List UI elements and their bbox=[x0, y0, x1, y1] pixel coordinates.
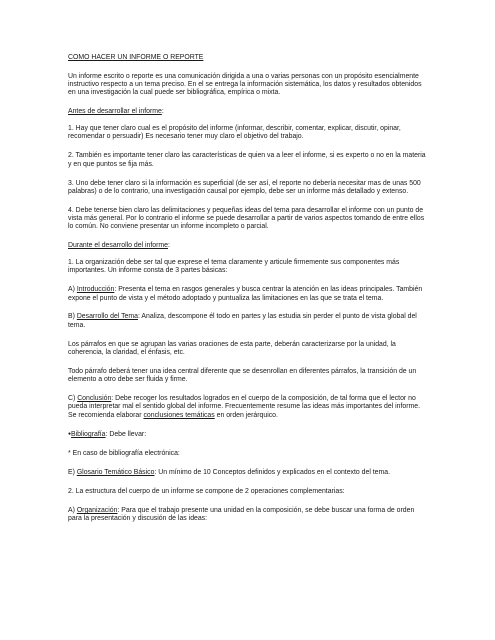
document-page bbox=[68, 54, 428, 534]
bullet-icon: ● bbox=[68, 431, 72, 438]
bibliografia-label: Bibliografía bbox=[71, 431, 106, 439]
estructura-paragraph: 2. La estructura del cuerpo de un informe se compone de 2 operaciones complementarias: bbox=[68, 488, 345, 496]
bibliografia-electronica-paragraph: * En caso de bibliografía electrónica: bbox=[68, 450, 180, 458]
conclusiones-tematicas-link[interactable]: conclusiones temáticas bbox=[143, 411, 215, 419]
section-heading-antes: Antes de desarrollar el informe: bbox=[68, 108, 164, 116]
todo-parrafo-paragraph: Todo párrafo deberá tener una idea central diferente que se desenrollan en diferentes párrafos, la transición de un elemento a otro debe ser fluida y firme. bbox=[68, 367, 417, 384]
desarrollo-label: Desarrollo del Tema bbox=[76, 313, 138, 321]
antes-item-1: 1. Hay que tener claro cual es el propósito del informe (informar, describir, comentar, explicar, discutir, opinar, recomendar o persuadir) Es necesario tener muy claro el objetivo del trabajo. bbox=[68, 125, 401, 141]
document-title: COMO HACER UN INFORME O REPORTE bbox=[68, 54, 204, 61]
organizacion-label: Organización bbox=[76, 507, 118, 514]
introduccion-paragraph: A) Introducción: Presenta el tema en rasgos generales y busca centrar la atención en las ideas principales. También expone el punto de vista y el método adoptado y puntualiza las limitaciones en las que se trata el tema. bbox=[68, 286, 423, 302]
glosario-label: Glosario Temático Básico bbox=[76, 469, 155, 477]
parrafos-paragraph: Los párrafos en que se agrupan las varias oraciones de esta parte, deberán caracterizarse por la unidad, la coherencia, la claridad, el énfasis, etc. bbox=[68, 340, 396, 356]
durante-paragraph-1: 1. La organización debe ser tal que exprese el tema claramente y articule firmemente sus componentes más importantes. Un informe consta de 3 partes básicas: bbox=[68, 259, 400, 275]
antes-item-4: 4. Debe tenerse bien claro las delimitaciones y pequeñas ideas del tema para desarrollar el informe con un punto de vista más general. Por lo contrario el informe se puede desarrollar a partir de varios aspectos tomando de entre ellos lo común. No conviene presentar un informe incompleto o parcial. bbox=[68, 206, 425, 231]
section-heading-durante: Durante el desarrollo del informe: bbox=[68, 242, 170, 250]
introduccion-label: Introducción bbox=[76, 286, 115, 294]
glosario-paragraph: E) Glosario Temático Básico: Un mínimo de 10 Conceptos definidos y explicados en el contexto del tema. bbox=[68, 469, 391, 477]
antes-item-2: 2. También es importante tener claro las características de quien va a leer el informe, si es experto o no en la materia y en que puntos se fija más. bbox=[68, 152, 426, 168]
organizacion-paragraph: A) Organización: Para que el trabajo presente una unidad en la composición, se debe buscar una forma de orden para la presentación y discusión de las ideas: bbox=[68, 507, 415, 523]
desarrollo-paragraph: B) Desarrollo del Tema: Analiza, descompone él todo en partes y las estudia sin perder el punto de vista global del tema. bbox=[68, 313, 417, 329]
conclusion-paragraph: C) Conclusión: Debe recoger los resultados logrados en el cuerpo de la composición, de tal forma que el lector no pueda interpretar mal el sentido global del informe. Frecuentemente resume las ideas más importantes del informe. Se recomienda elaborar conclusiones temáticas en orden jerárquico. bbox=[68, 394, 420, 419]
conclusion-label: Conclusión bbox=[77, 394, 112, 402]
intro-paragraph: Un informe escrito o reporte es una comunicación dirigida a una o varias personas con un propósito esencialmente instructivo respecto a un tema preciso. En el se entrega la información sistemática, los datos y resultados obtenidos en una investigación la cual puede ser bibliográfica, empírica o mixta. bbox=[68, 72, 422, 97]
antes-item-3: 3. Uno debe tener claro si la información es superficial (de ser así, el reporte no debería necesitar mas de unas 500 palabras) o de lo contrario, una investigación causal por ejemplo, debe ser un informe más detallado y extenso. bbox=[68, 179, 421, 195]
bibliografia-paragraph: ●Bibliografía: Debe llevar: bbox=[68, 431, 147, 439]
